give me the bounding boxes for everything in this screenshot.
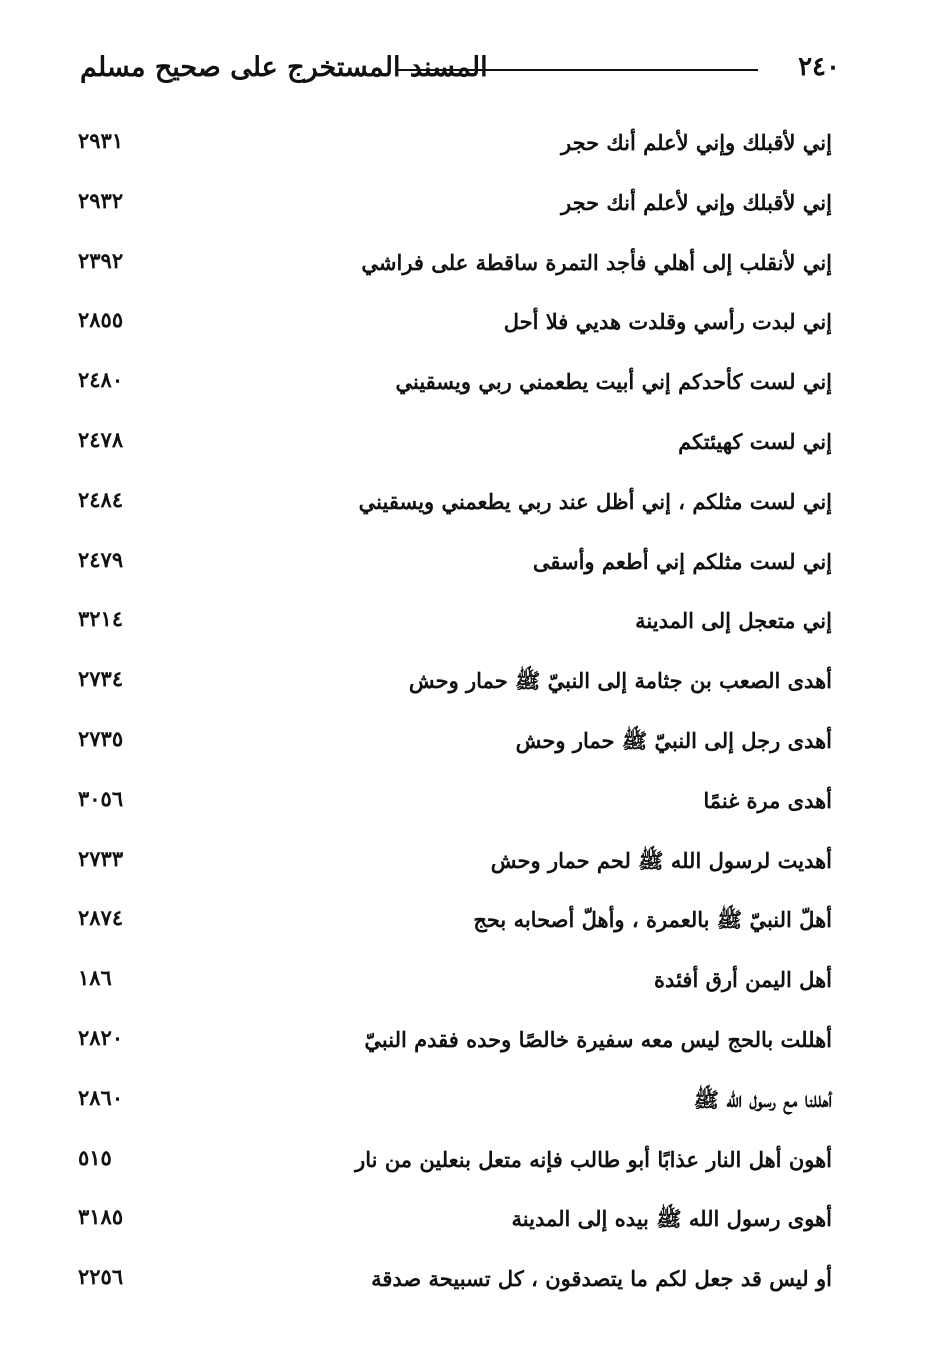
entry-ref-number: ٢٤٧٩: [78, 546, 124, 572]
entry-ref-number: ٢٩٣١: [78, 128, 124, 153]
entry-ref-number: ٢٨٧٤: [78, 905, 124, 931]
index-row: [72, 427, 832, 487]
entry-ref-number: ٢٧٣٥: [78, 725, 124, 751]
entry-text: أهلّ النبيّ ﷺ بالعمرة ، وأهلّ أصحابه بحج: [473, 907, 832, 933]
entry-text: أهللت بالحج ليس معه سفيرة خالصًا وحده فقدم النبيّ: [364, 1026, 832, 1052]
entry-ref-number: ٣١٨٥: [78, 1204, 124, 1230]
entry-ref-number: ٣٠٥٦: [78, 785, 124, 811]
book-title: المسند المستخرج على صحيح مسلم: [80, 52, 488, 83]
entry-text: أهون أهل النار عذابًا أبو طالب فإنه متعل بنعلين من نار: [355, 1146, 832, 1172]
entry-ref-number: ٣٢١٤: [78, 606, 124, 632]
index-row: [72, 547, 832, 607]
index-list: [72, 128, 832, 1324]
index-row: [72, 248, 832, 308]
entry-text: إني لست مثلكم ، إني أظل عند ربي يطعمني ويسقيني: [358, 488, 832, 514]
index-row: [72, 1085, 832, 1145]
entry-ref-number: ٢٣٩٢: [78, 247, 124, 273]
page-number: ٢٤٠: [798, 52, 840, 82]
entry-ref-number: ٢٢٥٦: [78, 1264, 124, 1290]
index-row: [72, 666, 832, 726]
index-row: [72, 1204, 832, 1264]
entry-text: أو ليس قد جعل لكم ما يتصدقون ، كل تسبيحة صدقة: [371, 1266, 832, 1292]
entry-text: إني لأقبلك وإني لأعلم أنك حجر: [560, 189, 832, 215]
index-row: [72, 905, 832, 965]
entry-text: أهوى رسول الله ﷺ بيده إلى المدينة: [511, 1206, 832, 1232]
entry-text: إني لست مثلكم إني أطعم وأسقى: [532, 548, 832, 574]
entry-text: إني لست كهيئتكم: [678, 428, 832, 454]
index-row: [72, 846, 832, 906]
entry-ref-number: ٢٧٣٣: [78, 845, 124, 871]
entry-ref-number: ٥١٥: [78, 1144, 112, 1170]
entry-text: إني لبدت رأسي وقلدت هديي فلا أحل: [503, 309, 832, 335]
entry-ref-number: ٢٨٦٠: [78, 1084, 124, 1110]
entry-ref-number: ٢٧٣٤: [78, 666, 124, 692]
entry-text: أهديت لرسول الله ﷺ لحم حمار وحش: [490, 847, 832, 873]
entry-ref-number: ١٨٦: [78, 965, 112, 991]
index-row: [72, 606, 832, 666]
index-row: [72, 786, 832, 846]
entry-text: أهدى الصعب بن جثامة إلى النبيّ ﷺ حمار وحش: [408, 668, 832, 694]
index-row: [72, 1264, 832, 1324]
entry-text: إني لأقبلك وإني لأعلم أنك حجر: [560, 130, 832, 155]
entry-ref-number: ٢٤٧٨: [78, 426, 124, 452]
entry-text: أهدى مرة غنمًا: [703, 787, 832, 813]
entry-text: أهللنا مع رسول الله ﷺ: [693, 1086, 832, 1112]
index-row: [72, 188, 832, 248]
entry-ref-number: ٢٤٨٤: [78, 486, 124, 512]
index-row: [72, 307, 832, 367]
index-row: [72, 1025, 832, 1085]
index-row: [72, 128, 832, 188]
entry-ref-number: ٢٨٥٥: [78, 307, 124, 333]
entry-ref-number: ٢٤٨٠: [78, 367, 124, 393]
index-row: [72, 487, 832, 547]
entry-text: إني لست كأحدكم إني أبيت يطعمني ربي ويسقيني: [395, 369, 832, 395]
entry-text: إني متعجل إلى المدينة: [635, 608, 832, 634]
index-row: [72, 1145, 832, 1205]
entry-text: إني لأنقلب إلى أهلي فأجد التمرة ساقطة على فراشي: [361, 249, 832, 275]
index-row: [72, 965, 832, 1025]
page-header: [80, 52, 840, 98]
entry-ref-number: ٢٨٢٠: [78, 1024, 124, 1050]
index-row: [72, 367, 832, 427]
entry-ref-number: ٢٩٣٢: [78, 187, 124, 213]
entry-text: أهدى رجل إلى النبيّ ﷺ حمار وحش: [515, 727, 832, 753]
entry-text: أهل اليمن أرق أفئدة: [654, 967, 832, 993]
index-row: [72, 726, 832, 786]
